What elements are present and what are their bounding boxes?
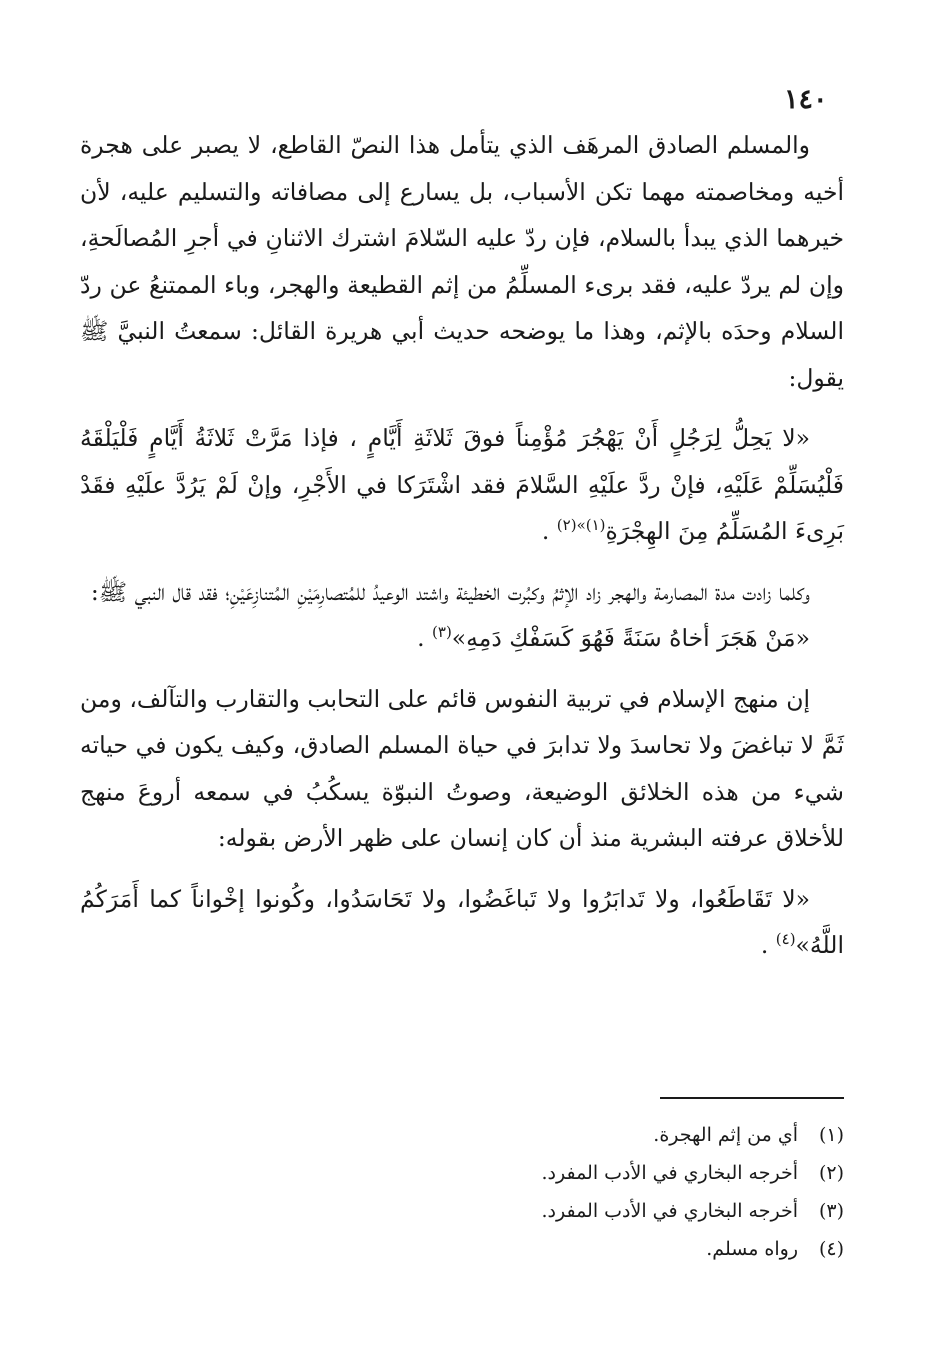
- page-body: [80, 122, 844, 969]
- footnote-ref-4[interactable]: (٤): [775, 930, 796, 949]
- footnote-item: [300, 1192, 844, 1230]
- footnote-text: أي من إثم الهجرة.: [653, 1124, 798, 1146]
- footnote-item: [300, 1154, 844, 1192]
- footnote-number: (٢): [818, 1162, 844, 1184]
- hadith-2-end: .: [417, 624, 433, 652]
- hadith-3-end: .: [760, 931, 776, 959]
- footnote-divider: [660, 1097, 844, 1099]
- paragraph-1: والمسلم الصادق المرهَف الذي يتأمل هذا النصّ القاطع، لا يصبر على هجرة أخيه ومخاصمته مهما تكن الأسباب، بل يسارع إلى مصافاته والتسليم عليه، لأن خيرهما الذي يبدأ بالسلام، فإن ردّ عليه السّلامَ اشترك الاثنانِ في أجرِ المُصالَحةِ، وإن لم يردّ عليه، فقد برىء المسلِّمُ من إثم القطيعة والهجر، وباء الممتنعُ عن ردّ السلام وحدَه بالإثم، وهذا ما يوضحه حديث أبي هريرة القائل: سمعتُ النبيَّ ﷺ يقول:: [80, 131, 844, 392]
- footnote-ref-3[interactable]: (٣): [432, 623, 452, 642]
- footnotes: [300, 1116, 844, 1268]
- hadith-2-text: «مَنْ هَجَرَ أخاهُ سَنَةً فَهُوَ كَسَفْكِ دَمِهِ»: [451, 624, 810, 652]
- hadith-1-end: .: [541, 517, 557, 545]
- hadith-3-text: «لا تَقَاطَعُوا، ولا تَدابَرُوا ولا تَباغَضُوا، ولا تَحَاسَدُوا، وكُونوا إخْواناً كما أَمَرَكُمُ اللَّهُ»: [80, 884, 844, 959]
- hadith-1: [80, 415, 844, 555]
- footnote-number: (٣): [818, 1200, 844, 1222]
- page-number: ١٤٠: [784, 84, 828, 115]
- footnote-text: أخرجه البخاري في الأدب المفرد.: [541, 1162, 798, 1184]
- hadith-1-text: «لا يَحِلُّ لِرَجُلٍ أَنْ يَهْجُرَ مُؤْمِناً فوقَ ثَلاثَةِ أَيَّامٍ ، فإذا مَرَّتْ ثَلاثَةُ أَيَّامٍ فَلْيَلْقَهُ فَلْيُسَلِّمْ عَلَيْهِ، فإنْ ردَّ علَيْهِ السَّلامَ فقد اشْتَرَكا في الأَجْرِ، وإنْ لَمْ يَرُدَّ علَيْهِ فقَدْ بَرِىءَ المُسَلِّمُ مِنَ الهِجْرَةِ: [80, 424, 844, 545]
- footnote-item: [300, 1116, 844, 1154]
- footnote-ref-1-2[interactable]: (١)»(٢): [556, 516, 606, 535]
- paragraph-3: إن منهج الإسلام في تربية النفوس قائم على التحابب والتقارب والتآلف، ومن ثَمَّ لا تباغضَ ولا تحاسدَ ولا تدابرَ في حياة المسلم الصادق، وكيف يكون في حياته شيء من هذه الخلائق الوضيعة، وصوتُ النبوّة يسكُبُ في سمعه أروعَ منهج للأخلاق عرفته البشرية منذ أن كان إنسان على ظهر الأرض بقوله:: [80, 684, 844, 852]
- paragraph-2: وكلما زادت مدة المصارمة والهجر زاد الإثمُ وكبُرت الخطيئة واشتد الوعيدُ للمُتصارِمَيْنِ المُتنازِعَيْنِ؛ فقد قال النبي ﷺ:: [90, 577, 810, 606]
- hadith-2: [80, 615, 844, 662]
- footnote-item: [300, 1230, 844, 1268]
- footnote-text: أخرجه البخاري في الأدب المفرد.: [541, 1200, 798, 1222]
- footnote-number: (١): [818, 1124, 844, 1146]
- hadith-3: [80, 876, 844, 969]
- footnote-text: رواه مسلم.: [706, 1238, 798, 1260]
- footnote-number: (٤): [818, 1238, 844, 1260]
